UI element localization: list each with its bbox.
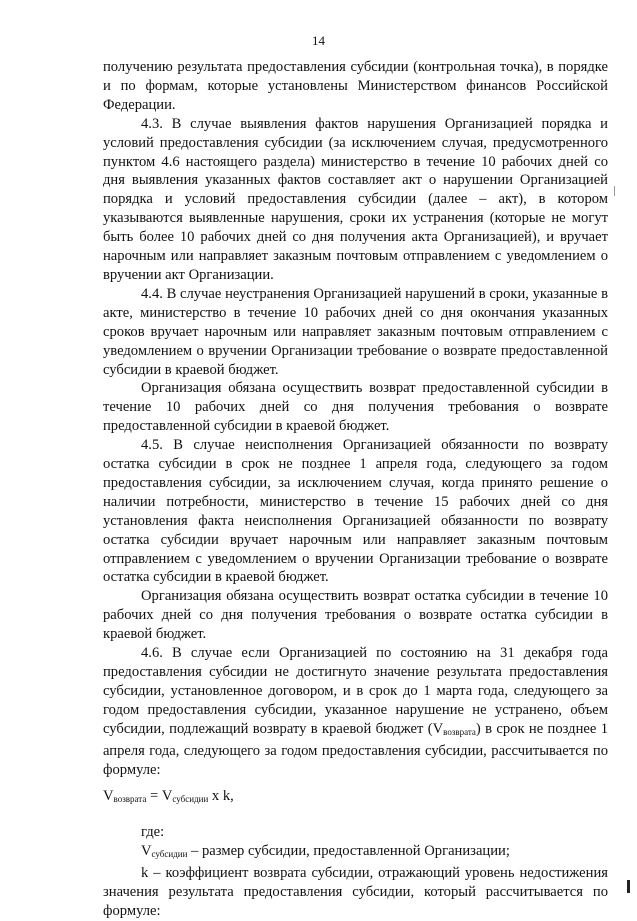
paragraph-4-4: 4.4. В случае неустранения Организацией нарушений в сроки, указанные в акте, министерство в течение 10 рабочих дней со дня окончания указанных сроков вручает нарочным или направляет заказным почтовым отправлением с уведомлением о вручении Организации требование о возврате предоставленной субсидии в краевой бюджет. xyxy=(103,285,608,378)
definition-v-subsidii: $V_{субсидии}$ – размер субсидии, предоставленной Организации; xyxy=(141,843,510,860)
document-body xyxy=(103,58,608,921)
scan-mark-bottom xyxy=(627,880,630,893)
paragraph-4-4-obligation: Организация обязана осуществить возврат предоставленной субсидии в течение 10 рабочих дней со дня получения требования о возврате предоставленной субсидии в краевой бюджет. xyxy=(103,380,608,435)
where-label: где: xyxy=(141,824,165,841)
paragraph-4-5-obligation: Организация обязана осуществить возврат остатка субсидии в течение 10 рабочих дней со дня получения требования о возврате остатка субсидии в краевой бюджет. xyxy=(103,588,608,643)
scan-mark xyxy=(614,186,615,196)
paragraph-4-6: 4.6. В случае если Организацией по состоянию на 31 декабря года предоставления субсидии не достигнуто значение результата предоставления субсидии, установленное договором, и в срок до 1 марта года, следующего за годом предоставления субсидии, указанное нарушение не устранено, объем субсидии, подлежащий возврату в краевой бюджет $(V_{возврата})$ в срок не позднее 1 апреля года, следующего за годом предоставления субсидии, рассчитывается по формуле: xyxy=(103,645,608,778)
page-number: 14 xyxy=(312,33,325,48)
subscript-vozvrata: возврата xyxy=(443,726,476,737)
paragraph-4-5: 4.5. В случае неисполнения Организацией обязанности по возврату остатка субсидии в срок не позднее 1 апреля года, следующего за годом предоставления субсидии, за исключением случая, когда принято решение о наличии потребности, министерство в течение 15 рабочих дней со дня установления факта неисполнения Организацией обязанности по возврату остатка субсидии вручает нарочным или направляет заказным почтовым отправлением с уведомлением о вручении Организации требование о возврате остатка субсидии в краевой бюджет. xyxy=(103,437,608,586)
paragraph-continuation: получению результата предоставления субсидии (контрольная точка), в порядке и по формам, которые установлены Министерством финансов Российской Федерации. xyxy=(103,59,608,113)
formula-1: $V_{возврата} = V_{субсидии}$ x k, xyxy=(103,788,234,805)
definition-k: k – коэффициент возврата субсидии, отражающий уровень недостижения значения результата предоставления субсидии, который рассчитывается по формуле: xyxy=(103,865,608,919)
paragraph-4-3: 4.3. В случае выявления фактов нарушения Организацией порядка и условий предоставления субсидии (за исключением случая, предусмотренного пунктом 4.6 настоящего раздела) министерство в течение 10 рабочих дней со дня выявления указанных фактов составляет акт о нарушении Организацией порядка и условий предоставления субсидии (далее – акт), в котором указываются выявленные нарушения, сроки их устранения (которые не могут быть более 10 рабочих дней со дня получения акта Организацией), и вручает нарочным или направляет заказным почтовым отправлением с уведомлением о вручении акт Организации. xyxy=(103,115,608,283)
